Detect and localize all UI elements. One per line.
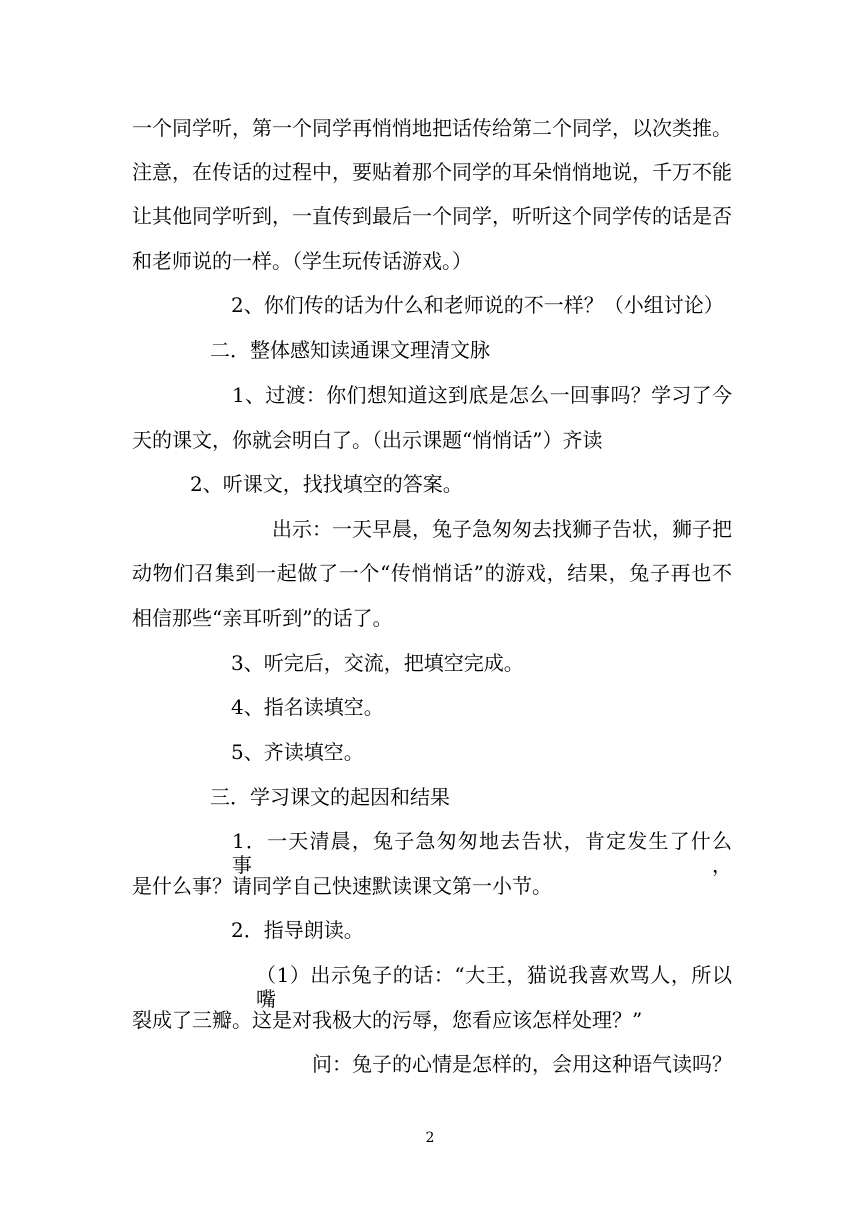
text-line: 天的课文，你就会明白了。（出示课题“悄悄话”）齐读 <box>132 428 603 452</box>
section-heading: 二．整体感知读通课文理清文脉 <box>210 338 490 362</box>
text-line: 4、指名读填空。 <box>231 695 384 719</box>
text-line: 1、过渡：你们想知道这到底是怎么一回事吗？学习了今 <box>232 383 732 407</box>
text-line: 是什么事？请同学自己快速默读课文第一小节。 <box>132 874 552 898</box>
page-number: 2 <box>425 1130 435 1146</box>
section-heading: 三．学习课文的起因和结果 <box>210 785 450 809</box>
text-line: 一个同学听，第一个同学再悄悄地把话传给第二个同学，以次类推。 <box>132 116 732 140</box>
text-line: 1．一天清晨，兔子急匆匆地去告状，肯定发生了什么事， <box>232 829 732 877</box>
text-line: 和老师说的一样。（学生玩传话游戏。） <box>132 249 472 273</box>
text-line: 2、听课文，找找填空的答案。 <box>190 472 463 496</box>
text-line: 5、齐读填空。 <box>231 740 364 764</box>
text-line: 裂成了三瓣。这是对我极大的污辱，您看应该怎样处理？” <box>132 1008 643 1032</box>
text-line: 问：兔子的心情是怎样的，会用这种语气读吗？ <box>312 1052 732 1076</box>
text-line: 注意，在传话的过程中，要贴着那个同学的耳朵悄悄地说，千万不能 <box>132 160 732 184</box>
text-line: 3、听完后，交流，把填空完成。 <box>231 651 524 675</box>
text-line: 2、你们传的话为什么和老师说的不一样？（小组讨论） <box>231 293 724 317</box>
text-line: 出示：一天早晨，兔子急匆匆去找狮子告状，狮子把 <box>272 517 732 541</box>
text-line: （1）出示兔子的话：“大王，猫说我喜欢骂人，所以嘴 <box>256 963 732 1011</box>
text-line: 相信那些“亲耳听到”的话了。 <box>132 606 393 630</box>
text-line: 动物们召集到一起做了一个“传悄悄话”的游戏，结果，兔子再也不 <box>132 561 732 585</box>
text-line: 让其他同学听到，一直传到最后一个同学，听听这个同学传的话是否 <box>132 204 732 228</box>
text-line: 2．指导朗读。 <box>231 918 364 942</box>
